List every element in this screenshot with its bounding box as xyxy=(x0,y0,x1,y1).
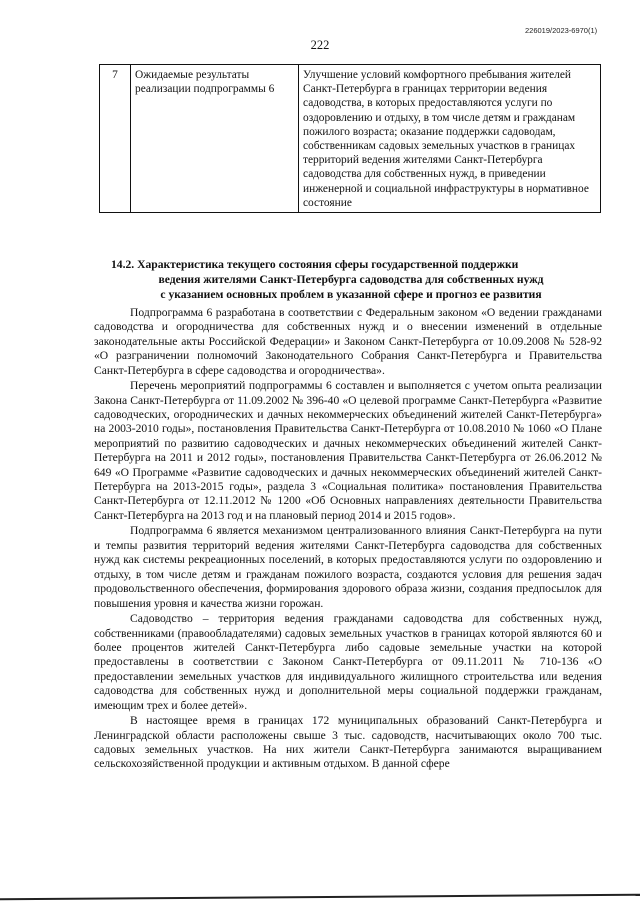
table-row xyxy=(100,65,601,213)
row-value-cell: Улучшение условий комфортного пребывания жителей Санкт-Петербурга в границах территории ведения садоводства, в которых предоставляются услуги по оздоровлению и отдыху, в том числе детям и гражданам пожилого возраста; оказание поддержки садоводам, собственникам садовых земельных участков в границах территорий ведения жителями Санкт-Петербурга садоводства для собственных нужд, в приведении инженерной и социальной инфраструктуры в нормативное состояние xyxy=(299,65,601,213)
section-body xyxy=(94,306,602,772)
section-heading-line-3: с указанием основных проблем в указанной сфере и прогноз ее развития xyxy=(160,287,542,301)
paragraph: Садоводство – территория ведения гражданами садоводства для собственных нужд, собственниками (правообладателями) садовых земельных участков в границах которой являются 60 и более процентов жителей Санкт-Петербурга либо садовые земельные участки на которой предоставлены в соответствии с Законом Санкт-Петербурга от 09.11.2011 № 710-136 «О предоставлении земельных участков для индивидуального жилищного строительства или ведения садоводства для собственных нужд и дополнительной меры социальной поддержки гражданам, имеющим трех и более детей». xyxy=(94,612,602,712)
row-number-cell: 7 xyxy=(100,65,131,213)
document-id: 226019/2023-6970(1) xyxy=(525,26,598,35)
paragraph: Подпрограмма 6 разработана в соответствии с Федеральным законом «О ведении гражданами садоводства и огородничества для собственных нужд и о внесении изменений в отдельные законодательные акты Российской Федерации» и Законом Санкт-Петербурга от 10.09.2008 № 528-92 «О разграничении полномочий Законодательного Собрания Санкт-Петербурга и Правительства Санкт-Петербурга в сфере садоводства и огородничества». xyxy=(94,306,602,377)
paragraph: Перечень мероприятий подпрограммы 6 составлен и выполняется с учетом опыта реализации Закона Санкт-Петербурга от 11.09.2002 № 396-40 «О целевой программе Санкт-Петербурга «Развитие садоводческих, огороднических и дачных некоммерческих объединений жителей Санкт-Петербурга» на 2003-2010 годы», постановления Правительства Санкт-Петербурга от 10.08.2010 № 1060 «О Плане мероприятий по развитию садоводческих и дачных некоммерческих объединений жителей Санкт-Петербурга на 2011 и 2012 годы», постановления Правительства Санкт-Петербурга от 26.06.2012 № 649 «О Программе «Развитие садоводческих и дачных некоммерческих объединений жителей Санкт-Петербурга на 2013-2015 годы», раздела 3 «Социальная политика» постановления Правительства Санкт-Петербурга от 12.11.2012 № 1200 «Об Основных направлениях деятельности Правительства Санкт-Петербурга на 2013 год и на плановый период 2014 и 2015 годов». xyxy=(94,379,602,522)
section-heading xyxy=(111,258,591,302)
paragraph: В настоящее время в границах 172 муниципальных образований Санкт-Петербурга и Ленинградской области расположены свыше 3 тыс. садоводств, насчитывающих около 700 тыс. садовых земельных участков. На них жители Санкт-Петербурга занимаются выращиванием сельскохозяйственной продукции и активным отдыхом. В данной сфере xyxy=(94,714,602,771)
section-heading-line-2: ведения жителями Санкт-Петербурга садоводства для собственных нужд xyxy=(158,272,544,286)
page-number: 222 xyxy=(310,38,330,52)
paragraph: Подпрограмма 6 является механизмом централизованного влияния Санкт-Петербурга на пути и темпы развития территорий ведения жителями Санкт-Петербурга садоводства для собственных нужд как системы рекреационных поселений, в которых предоставляются услуги по оздоровлению и отдыху, в том числе детям и гражданам пожилого возраста, создаются условия для решения задач продовольственного обеспечения, формирования здорового образа жизни, создания предпосылок для повышения уровня и качества жизни горожан. xyxy=(94,524,602,610)
section-heading-line-1: 14.2. Характеристика текущего состояния сферы государственной поддержки xyxy=(111,258,519,271)
summary-table xyxy=(99,64,601,213)
scan-edge-line xyxy=(0,894,640,900)
row-name-cell: Ожидаемые результаты реализации подпрограммы 6 xyxy=(131,65,299,213)
